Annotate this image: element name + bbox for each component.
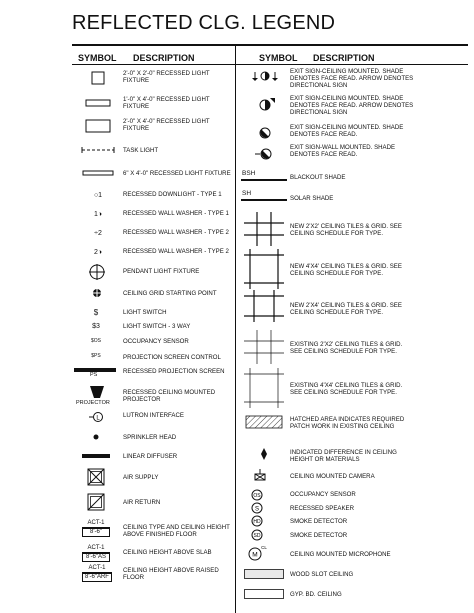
exit-sign-ceiling-icon	[256, 126, 274, 140]
air-supply-icon	[86, 467, 106, 487]
ceiling-tag-height: 8'-6"AS	[82, 553, 110, 562]
legend-description: CEILING TYPE AND CEILING HEIGHT ABOVE FINISHED FLOOR	[123, 524, 230, 539]
pendant-light-symbol	[86, 263, 108, 281]
projector-label: PROJECTOR	[76, 400, 110, 406]
linear-diffuser-icon	[80, 451, 112, 461]
exit-sign-wall-icon	[254, 146, 278, 162]
legend-description: LINEAR DIFFUSER	[123, 453, 178, 460]
speaker-icon	[250, 502, 264, 514]
legend-description: SPRINKLER HEAD	[123, 434, 177, 441]
smoke-detector-text: SD	[253, 533, 261, 539]
speaker-text: S	[254, 506, 260, 513]
lutron-interface-letter: L	[96, 415, 100, 422]
recessed-light-2x2-symbol	[88, 70, 108, 86]
legend-description: LUTRON INTERFACE	[123, 412, 184, 419]
legend-description: 2'-0" X 4'-0" RECESSED LIGHT FIXTURE	[123, 118, 210, 133]
projection-control-symbol: $PS	[91, 353, 101, 359]
legend-description: CEILING MOUNTED MICROPHONE	[290, 551, 391, 558]
downlight-symbol: ○1	[93, 191, 103, 199]
ceiling-tag-type: ACT-1	[82, 565, 112, 573]
legend-description: BLACKOUT SHADE	[290, 174, 346, 181]
legend-description: PENDANT LIGHT FIXTURE	[123, 268, 200, 275]
patch-hatch-symbol	[244, 414, 284, 430]
recessed-light-2x4-symbol	[82, 118, 114, 134]
header-rule	[72, 64, 468, 65]
heat-detector-icon	[250, 515, 264, 527]
legend-description: LIGHT SWITCH - 3 WAY	[123, 323, 191, 330]
light-switch-symbol: $	[93, 307, 99, 317]
air-return-icon	[86, 492, 106, 512]
legend-description: RECESSED WALL WASHER - TYPE 1	[123, 210, 229, 217]
legend-description: RECESSED CEILING MOUNTED PROJECTOR	[123, 389, 216, 404]
legend-description: AIR SUPPLY	[123, 474, 159, 481]
left-symbol-header: SYMBOL	[78, 53, 117, 63]
wall-washer-1-symbol: 1◑	[93, 210, 103, 218]
camera-icon	[250, 469, 274, 483]
ceiling-difference-icon	[254, 448, 274, 460]
legend-description: EXIT SIGN-CEILING MOUNTED. SHADE DENOTES FACE READ.	[290, 124, 404, 139]
occupancy-sensor-icon	[250, 489, 264, 501]
legend-description: RECESSED WALL WASHER - TYPE 2	[123, 248, 229, 255]
occupancy-sensor-switch-symbol: $OS	[90, 338, 101, 344]
existing-2x2-grid-symbol	[244, 330, 284, 364]
projector-icon	[86, 385, 108, 399]
legend-description: CEILING GRID STARTING POINT	[123, 290, 217, 297]
solar-shade-line	[241, 199, 287, 201]
legend-description: 1'-0" X 4'-0" RECESSED LIGHT FIXTURE	[123, 96, 210, 111]
microphone-sub-text: CL	[261, 545, 267, 550]
legend-description: EXIT SIGN-CEILING MOUNTED. SHADE DENOTES FACE READ. ARROW DENOTES DIRECTIONAL SIGN	[290, 95, 414, 117]
task-light-symbol	[78, 145, 118, 155]
legend-description: GYP. BD. CEILING	[290, 591, 342, 598]
legend-description: 2'-0" X 2'-0" RECESSED LIGHT FIXTURE	[123, 70, 210, 85]
legend-description: 6" X 4'-0" RECESSED LIGHT FIXTURE	[123, 170, 231, 177]
legend-description: NEW 2'X4' CEILING TILES & GRID. SEE CEILING SCHEDULE FOR TYPE.	[290, 302, 402, 317]
microphone-text: M	[252, 551, 258, 559]
legend-description: RECESSED WALL WASHER - TYPE 2	[123, 229, 229, 236]
ceiling-tag-height: 8'-6"ARF	[82, 573, 112, 582]
wall-washer-2b-symbol: 2◑	[93, 248, 103, 256]
legend-description: SMOKE DETECTOR	[290, 532, 348, 539]
top-rule	[72, 44, 468, 46]
legend-title: REFLECTED CLG. LEGEND	[72, 12, 336, 34]
recessed-light-1x4-symbol	[82, 96, 114, 110]
smoke-detector-icon	[250, 529, 264, 541]
blackout-shade-line	[241, 179, 287, 181]
legend-description: LIGHT SWITCH	[123, 309, 167, 316]
ceiling-tag-type: ACT-1	[82, 545, 110, 553]
heat-detector-text: HD	[253, 519, 261, 525]
right-description-header: DESCRIPTION	[313, 53, 375, 63]
new-2x4-grid-symbol	[244, 290, 284, 322]
exit-sign-directional-icon	[252, 70, 280, 82]
legend-description: NEW 2'X2' CEILING TILES & GRID. SEE CEILING SCHEDULE FOR TYPE.	[290, 223, 402, 238]
legend-description: TASK LIGHT	[123, 147, 159, 154]
wall-washer-2-symbol: ÷2	[94, 229, 102, 237]
legend-description: RECESSED PROJECTION SCREEN	[123, 368, 225, 375]
gyp-board-ceiling-swatch	[242, 588, 286, 600]
legend-description: EXIT SIGN-WALL MOUNTED. SHADE DENOTES FACE READ.	[290, 144, 396, 159]
grid-start-icon	[88, 288, 106, 298]
solar-shade-label: SH	[242, 190, 252, 197]
ceiling-tag	[82, 545, 110, 562]
existing-4x4-grid-symbol	[244, 368, 284, 408]
legend-description: CEILING HEIGHT ABOVE RAISED FLOOR	[123, 567, 219, 582]
left-description-header: DESCRIPTION	[133, 53, 195, 63]
ceiling-tag	[82, 565, 112, 582]
legend-description: RECESSED SPEAKER	[290, 505, 355, 512]
microphone-icon	[248, 545, 268, 561]
projection-screen-label: PS	[90, 372, 98, 378]
legend-description: CEILING MOUNTED CAMERA	[290, 473, 375, 480]
legend-description: HATCHED AREA INDICATES REQUIRED PATCH WORK IN EXISTING CEILING	[290, 416, 405, 431]
legend-description: NEW 4'X4' CEILING TILES & GRID. SEE CEILING SCHEDULE FOR TYPE.	[290, 263, 402, 278]
lutron-interface-symbol	[86, 410, 106, 424]
legend-description: CEILING HEIGHT ABOVE SLAB	[123, 549, 212, 556]
legend-description: EXISTING 4'X4' CEILING TILES & GRID. SEE CEILING SCHEDULE FOR TYPE.	[290, 382, 403, 397]
legend-description: PROJECTION SCREEN CONTROL	[123, 354, 221, 361]
legend-description: OCCUPANCY SENSOR	[290, 491, 356, 498]
exit-sign-directional-2-icon	[254, 97, 278, 111]
legend-description: WOOD SLOT CEILING	[290, 571, 354, 578]
new-4x4-grid-symbol	[244, 249, 284, 289]
blackout-shade-label: BSH	[242, 170, 256, 177]
legend-description: INDICATED DIFFERENCE IN CEILING HEIGHT OR MATERIALS	[290, 449, 397, 464]
ceiling-tag-type: ACT-1	[82, 520, 110, 528]
column-divider	[235, 44, 236, 613]
legend-description: OCCUPANCY SENSOR	[123, 338, 189, 345]
legend-description: SOLAR SHADE	[290, 195, 334, 202]
legend-description: EXISTING 2'X2' CEILING TILES & GRID. SEE CEILING SCHEDULE FOR TYPE.	[290, 341, 403, 356]
ceiling-tag	[82, 520, 110, 537]
new-2x2-grid-symbol	[244, 212, 284, 246]
legend-description: AIR RETURN	[123, 499, 161, 506]
legend-description: RECESSED DOWNLIGHT - TYPE 1	[123, 191, 222, 198]
wood-slot-ceiling-swatch	[242, 568, 286, 580]
legend-description: EXIT SIGN-CEILING MOUNTED. SHADE DENOTES FACE READ. ARROW DENOTES DIRECTIONAL SIGN	[290, 68, 414, 90]
legend-description: SMOKE DETECTOR	[290, 518, 348, 525]
light-switch-3way-symbol: $3	[92, 322, 100, 330]
right-symbol-header: SYMBOL	[259, 53, 298, 63]
ceiling-tag-height: 8'-6"	[82, 528, 110, 537]
sprinkler-head-icon	[88, 432, 104, 442]
occupancy-sensor-text: OS	[253, 493, 261, 499]
recessed-light-6x4-symbol	[80, 169, 116, 177]
